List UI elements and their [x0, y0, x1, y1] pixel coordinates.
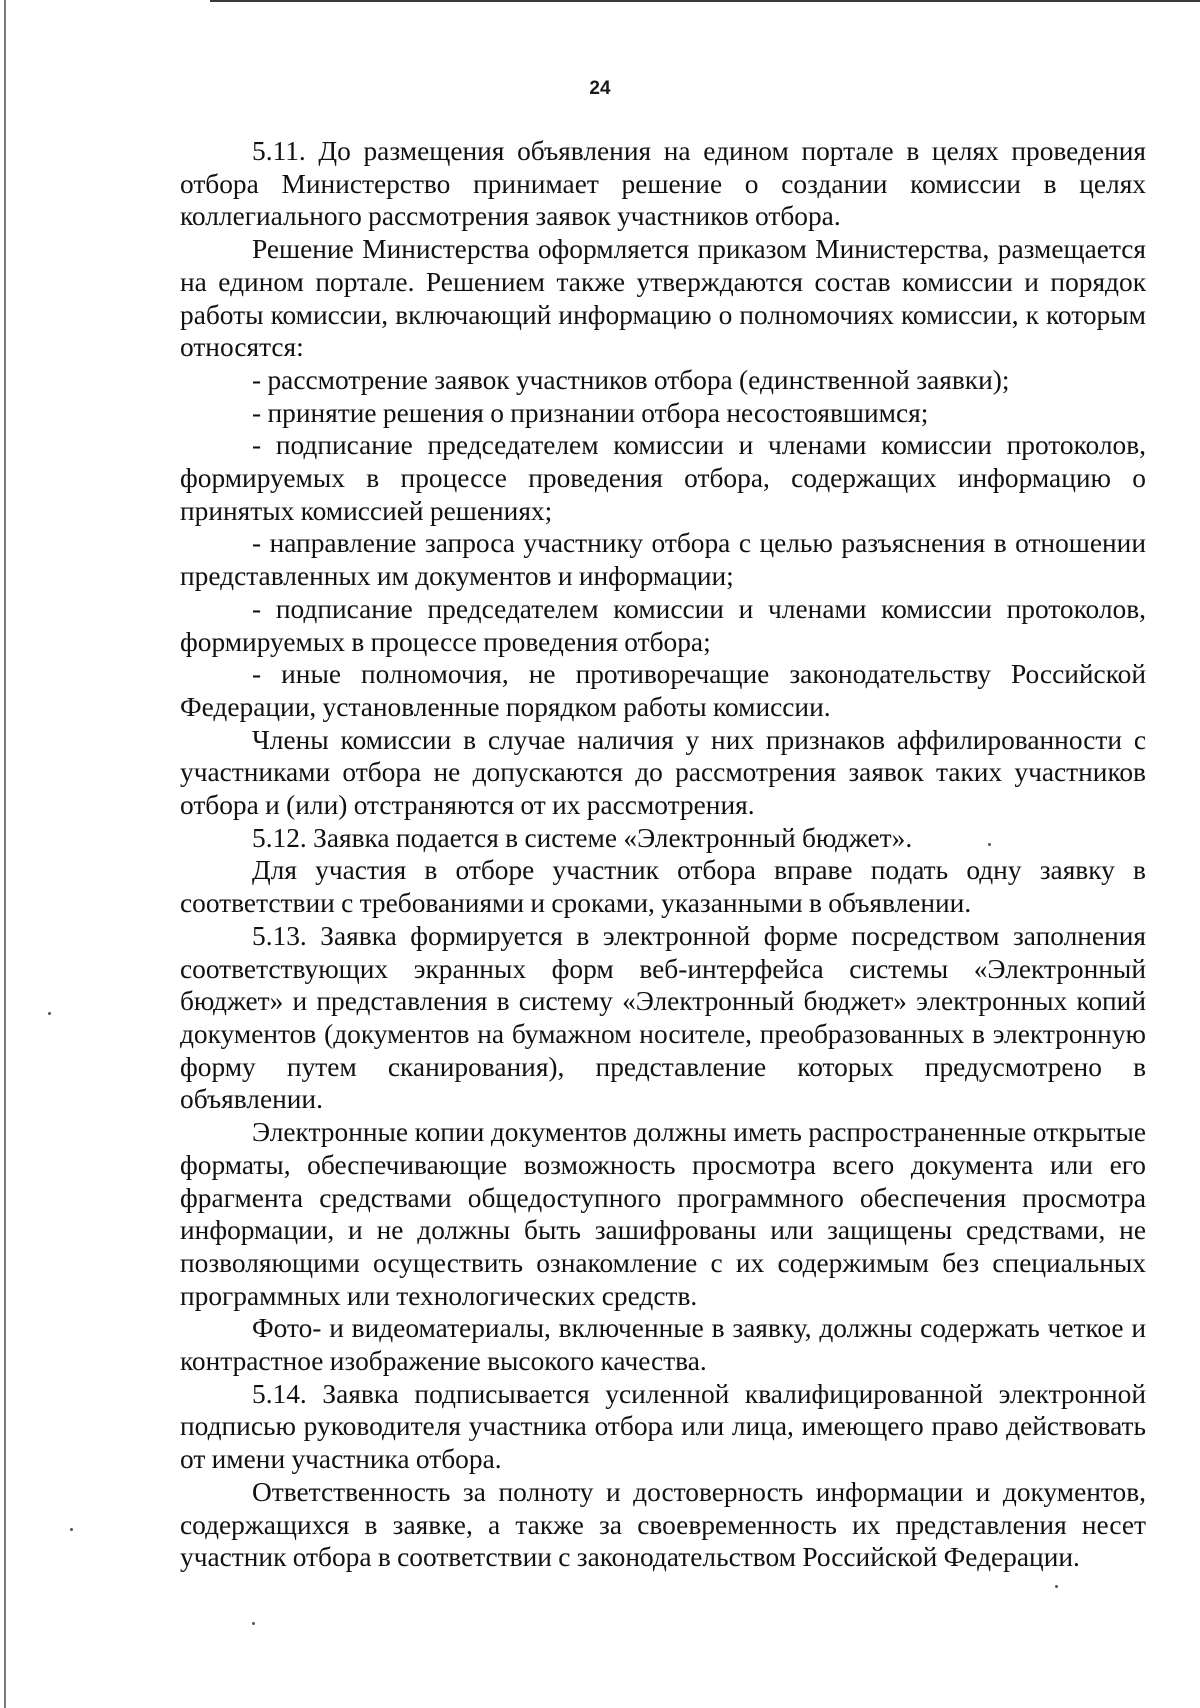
scan-speck	[252, 1622, 255, 1625]
document-body	[180, 135, 1146, 1574]
list-item-review: - рассмотрение заявок участников отбора (единственной заявки);	[252, 364, 1010, 395]
paragraph-5-13: 5.13. Заявка формируется в электронной форме посредством заполнения соответствующих экранных форм веб-интерфейса системы «Электронный бюджет» и представления в систему «Электронный бюджет» электронных копий документов (документов на бумажном носителе, преобразованных в электронную форму путем сканирования), представление которых предусмотрено в объявлении.	[180, 920, 1146, 1115]
paragraph-5-12: 5.12. Заявка подается в системе «Электронный бюджет».	[252, 822, 913, 853]
scan-speck	[70, 1528, 73, 1531]
list-item-failed-selection: - принятие решения о признании отбора несостоявшимся;	[252, 397, 929, 428]
paragraph-ministry-decision: Решение Министерства оформляется приказом Министерства, размещается на едином портале. Решением также утверждаются состав комиссии и порядок работы комиссии, включающий информацию о полномочиях комиссии, к которым относятся:	[180, 234, 1146, 363]
page-number: 24	[589, 78, 611, 99]
paragraph-photo-video: Фото- и видеоматериалы, включенные в заявку, должны содержать четкое и контрастное изображение высокого качества.	[180, 1313, 1146, 1377]
list-item-other-powers: - иные полномочия, не противоречащие законодательству Российской Федерации, установленные порядком работы комиссии.	[180, 659, 1146, 722]
scan-speck	[988, 843, 991, 846]
scan-left-edge	[4, 0, 6, 1708]
paragraph-single-application: Для участия в отборе участник отбора вправе подать одну заявку в соответствии с требованиями и сроками, указанными в объявлении.	[180, 855, 1146, 919]
paragraph-affiliation: Члены комиссии в случае наличия у них признаков аффилированности с участниками отбора не допускаются до рассмотрения заявок таких участников отбора и (или) отстраняются от их рассмотрения.	[180, 724, 1146, 821]
paragraph-responsibility: Ответственность за полноту и достоверность информации и документов, содержащихся в заявке, а также за своевременность их представления несет участник отбора в соответствии с законодательством Российской Федерации.	[180, 1476, 1146, 1573]
paragraph-5-11: 5.11. До размещения объявления на едином портале в целях проведения отбора Министерство принимает решение о создании комиссии в целях коллегиального рассмотрения заявок участников отбора.	[180, 136, 1146, 232]
scan-speck	[48, 1012, 51, 1015]
list-item-signing-protocols-2: - подписание председателем комиссии и членами комиссии протоколов, формируемых в процессе проведения отбора;	[180, 593, 1146, 657]
list-item-request: - направление запроса участнику отбора с целью разъяснения в отношении представленных им документов и информации;	[180, 528, 1146, 592]
list-item-signing-protocols: - подписание председателем комиссии и членами комиссии протоколов, формируемых в процессе проведения отбора, содержащих информацию о принятых комиссией решениях;	[180, 430, 1146, 526]
scan-speck	[1055, 1585, 1058, 1588]
scan-top-edge	[210, 0, 1200, 2]
paragraph-5-14: 5.14. Заявка подписывается усиленной квалифицированной электронной подписью руководителя участника отбора или лица, имеющего право действовать от имени участника отбора.	[180, 1378, 1146, 1475]
paragraph-electronic-copies: Электронные копии документов должны иметь распространенные открытые форматы, обеспечивающие возможность просмотра всего документа или его фрагмента средствами общедоступного программного обеспечения просмотра информации, и не должны быть зашифрованы или защищены средствами, не позволяющими осуществить ознакомление с их содержимым без специальных программных или технологических средств.	[180, 1117, 1146, 1311]
